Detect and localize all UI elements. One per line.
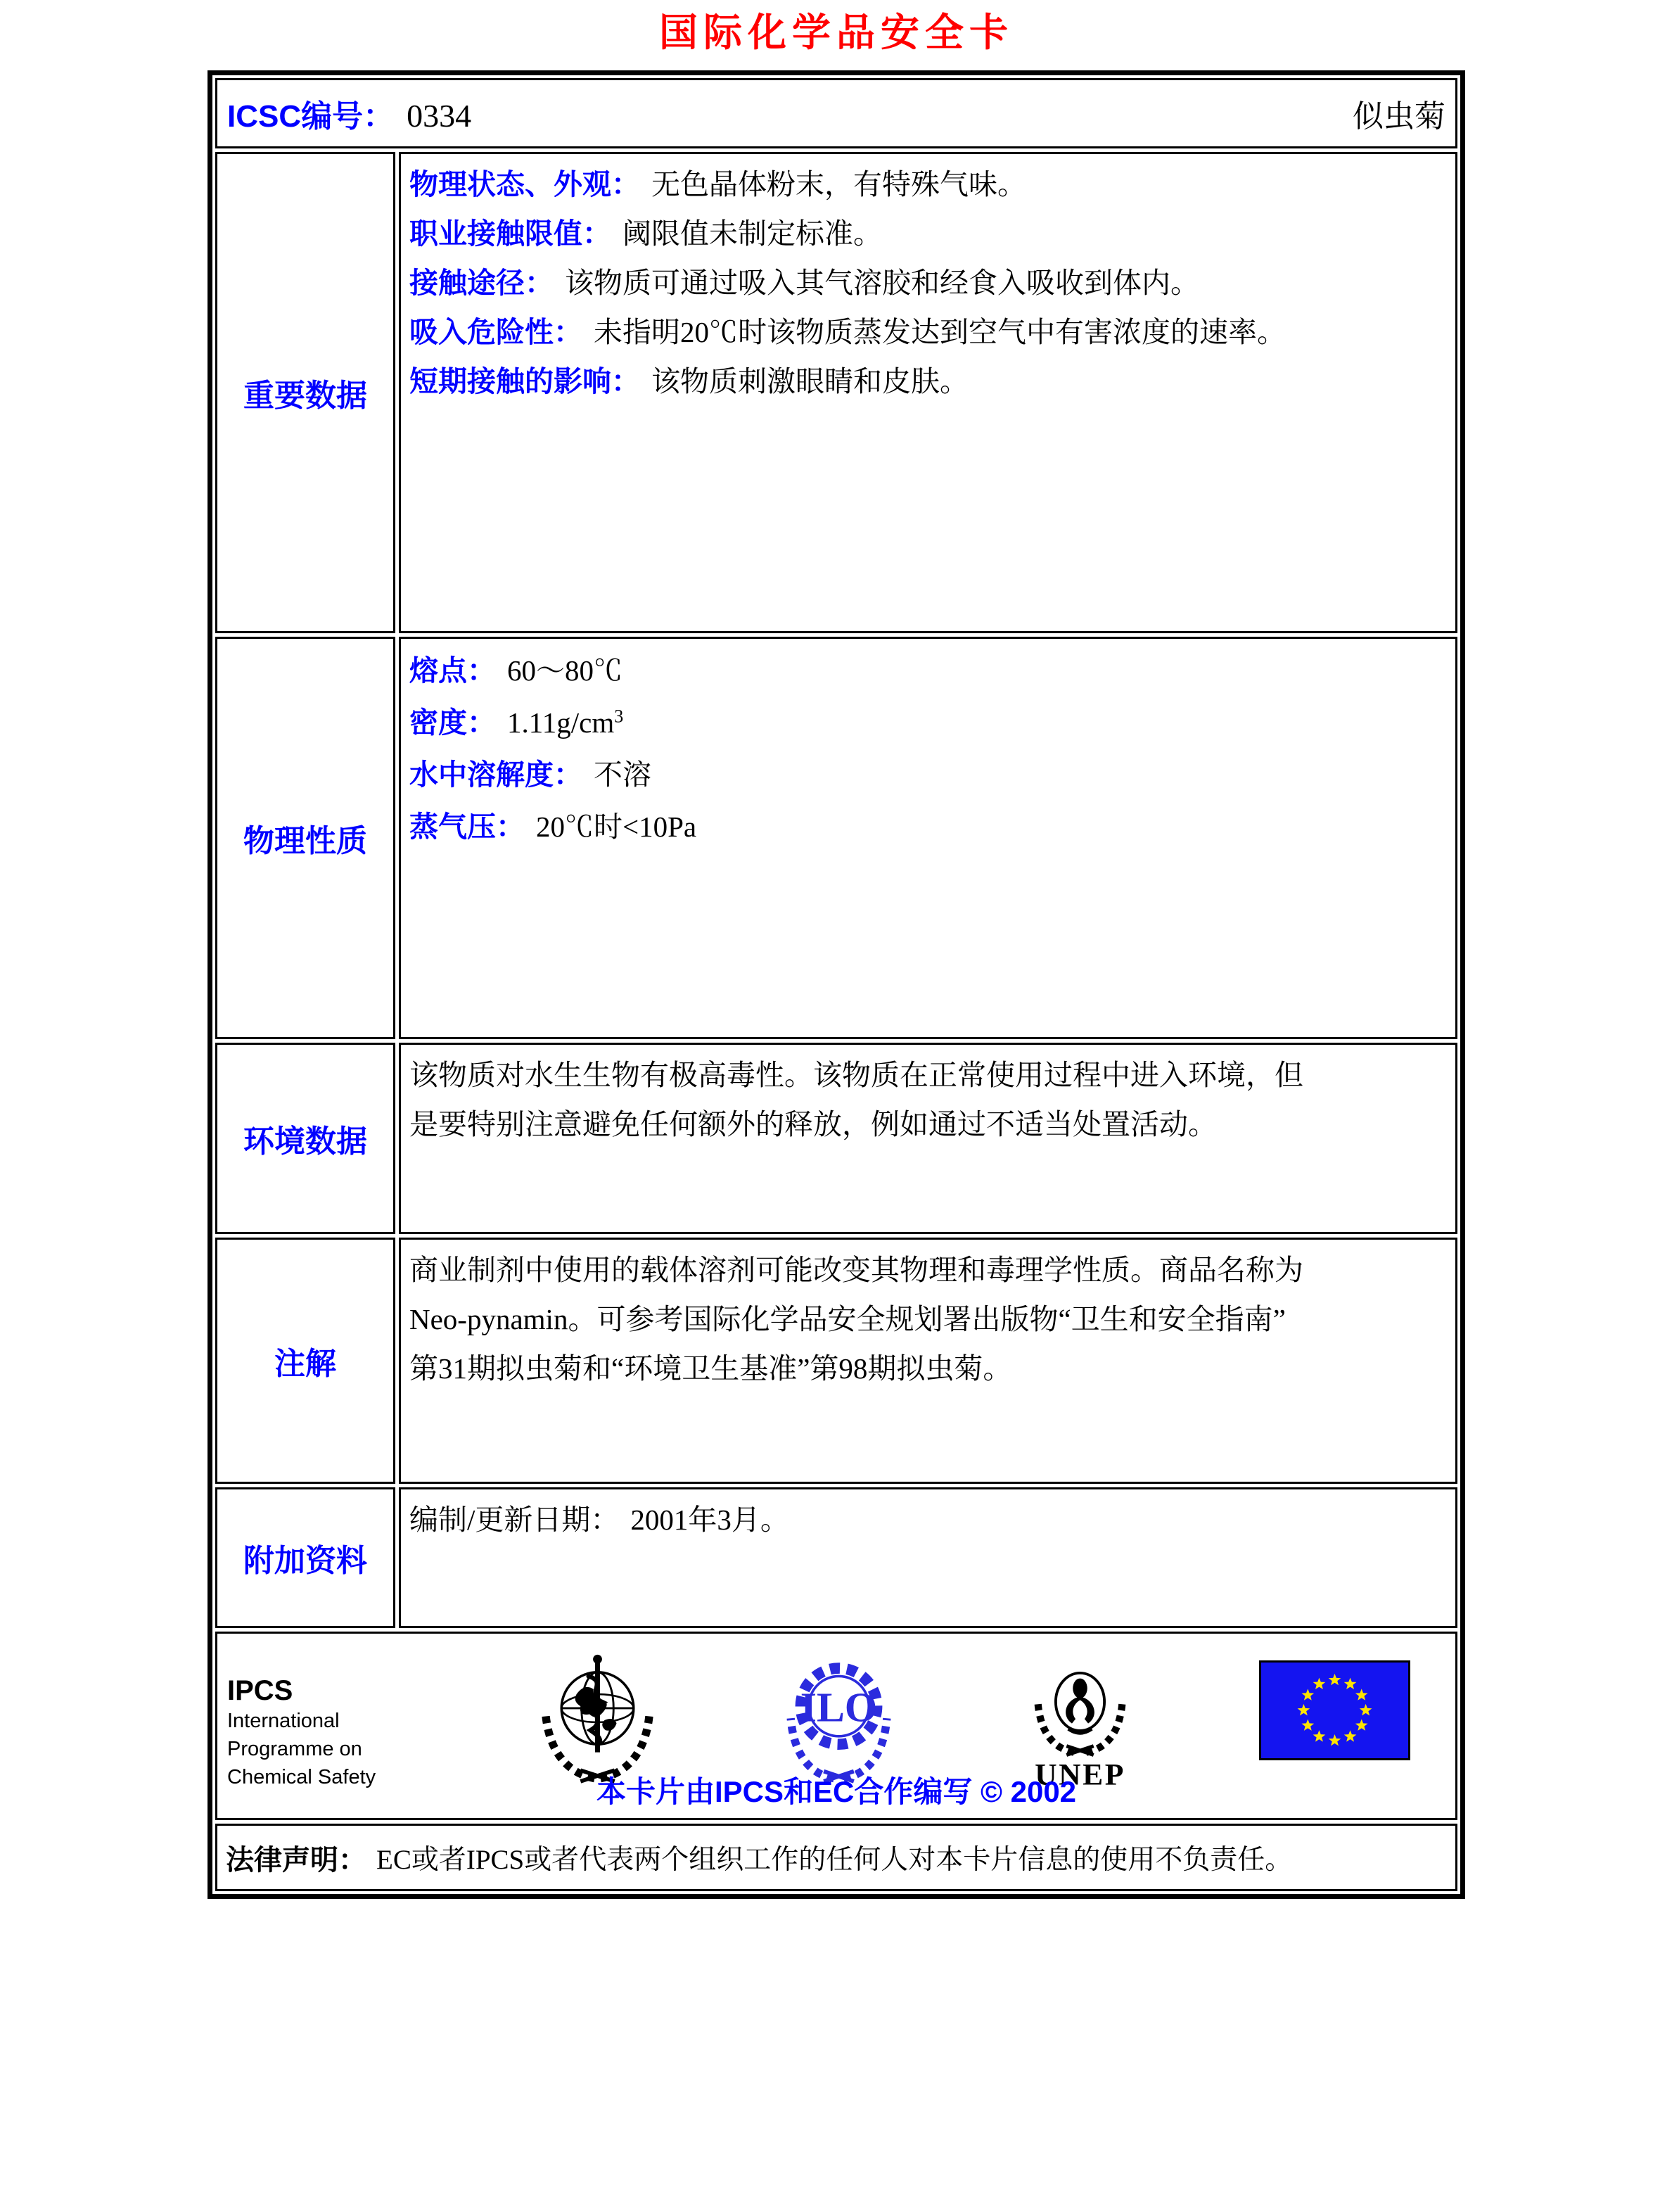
section-label-physical-properties: 物理性质 <box>243 824 367 858</box>
notes-text-line: Neo-pynamin。可参考国际化学品安全规划署出版物“卫生和安全指南” <box>409 1303 1286 1335</box>
kv-melting-point: 熔点： 60～80℃ <box>409 654 622 687</box>
important-data-row <box>215 152 1457 633</box>
kv-water-solubility: 水中溶解度： 不溶 <box>409 758 651 791</box>
page-title: 国际化学品安全卡 <box>658 11 1014 54</box>
icsc-number-label: ICSC编号： <box>227 99 395 134</box>
notes-label-cell <box>215 1238 395 1484</box>
notes-text-line: 第31期拟虫菊和“环境卫生基准”第98期拟虫菊。 <box>409 1352 1012 1385</box>
additional-info-row <box>215 1487 1457 1628</box>
section-label-important-data: 重要数据 <box>243 379 367 413</box>
icsc-number-group <box>227 91 471 136</box>
environmental-text-line: 是要特别注意避免任何额外的释放，例如通过不适当处置活动。 <box>409 1108 1217 1140</box>
ilo-logo-icon <box>774 1649 904 1786</box>
physical-properties-row <box>215 637 1457 1039</box>
chemical-name: 似虫菊 <box>1353 99 1445 134</box>
notes-row <box>215 1238 1457 1484</box>
kv-exposure-routes: 接触途径： 该物质可通过吸入其气溶胶和经食入吸收到体内。 <box>409 267 1199 299</box>
legal-notice-label: 法律声明： <box>226 1844 366 1876</box>
additional-info-content <box>399 1487 1457 1628</box>
icsc-number-value: 0334 <box>407 98 472 134</box>
logos-row <box>215 1632 1457 1820</box>
icsc-card <box>208 70 1465 1899</box>
legal-cell <box>215 1824 1457 1891</box>
who-logo-icon <box>532 1649 663 1786</box>
environmental-data-label-cell <box>215 1043 395 1234</box>
section-label-additional-info: 附加资料 <box>243 1544 367 1578</box>
additional-info-label-cell <box>215 1487 395 1628</box>
kv-inhalation-risk: 吸入危险性： 未指明20℃时该物质蒸发达到空气中有害浓度的速率。 <box>409 316 1286 348</box>
logos-cell <box>215 1632 1457 1820</box>
legal-notice-text: EC或者IPCS或者代表两个组织工作的任何人对本卡片信息的使用不负责任。 <box>376 1845 1293 1875</box>
ilo-letters: ILO <box>800 1684 878 1731</box>
notes-content <box>399 1238 1457 1484</box>
important-data-content <box>399 152 1457 633</box>
kv-physical-state: 物理状态、外观： 无色晶体粉末，有特殊气味。 <box>409 168 1026 201</box>
important-data-label-cell <box>215 152 395 633</box>
environmental-text-line: 该物质对水生生物有极高毒性。该物质在正常使用过程中进入环境，但 <box>409 1059 1303 1091</box>
kv-update-date: 编制/更新日期： 2001年3月。 <box>409 1504 789 1536</box>
environmental-data-row <box>215 1043 1457 1234</box>
environmental-data-content <box>399 1043 1457 1234</box>
legal-row <box>215 1824 1457 1891</box>
eu-flag-icon <box>1259 1660 1410 1760</box>
header-cell <box>215 78 1457 148</box>
kv-vapor-pressure: 蒸气压： 20℃时<10Pa <box>409 811 697 843</box>
kv-occupational-limit: 职业接触限值： 阈限值未制定标准。 <box>409 217 882 250</box>
section-label-environmental-data: 环境数据 <box>243 1124 367 1159</box>
physical-properties-label-cell <box>215 637 395 1039</box>
ipcs-acronym: IPCS <box>227 1675 293 1706</box>
header-row <box>215 78 1457 148</box>
kv-density: 密度： $1.11g/cm^3$ <box>409 706 624 739</box>
copyright-line: 本卡片由IPCS和EC合作编写 © 2002 <box>596 1775 1077 1808</box>
kv-short-term-effects: 短期接触的影响： 该物质刺激眼睛和皮肤。 <box>409 365 969 398</box>
section-label-notes: 注解 <box>274 1347 336 1381</box>
notes-text-line: 商业制剂中使用的载体溶剂可能改变其物理和毒理学性质。商品名称为 <box>409 1254 1303 1286</box>
density-superscript: 3 <box>614 706 624 727</box>
physical-properties-content <box>399 637 1457 1039</box>
ipcs-text-block: IPCS International Programme on Chemical Safety <box>217 1649 428 1791</box>
unep-letters: UNEP <box>1035 1757 1125 1792</box>
